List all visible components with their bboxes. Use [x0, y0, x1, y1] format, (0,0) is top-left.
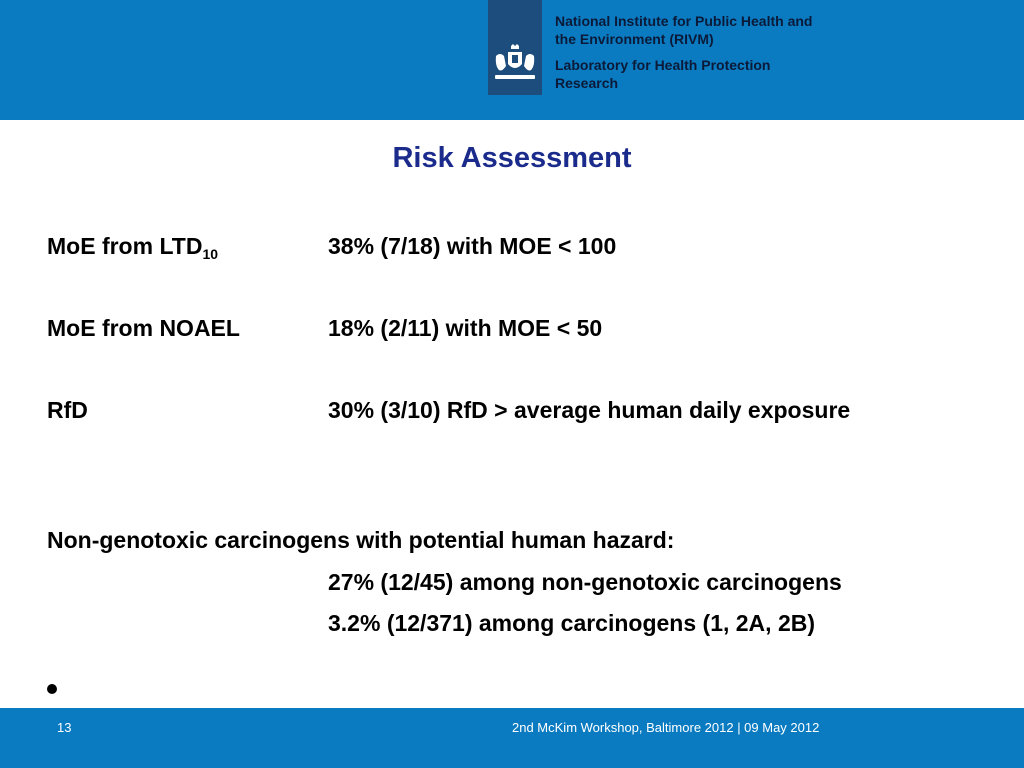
org-name-line-2: the Environment (RIVM)	[555, 31, 714, 47]
metric-value: 38% (7/18) with MOE < 100	[328, 233, 617, 259]
slide-title: Risk Assessment	[392, 142, 632, 174]
logo-bar	[488, 0, 542, 95]
metric-label: MoE from NOAEL	[47, 315, 240, 341]
coat-of-arms-icon	[491, 44, 539, 84]
metric-label: MoE from $LTD_{10}$	[47, 233, 219, 262]
metric-label-subscript: 10	[202, 246, 219, 262]
empty-bullet	[47, 684, 57, 694]
footer-band	[0, 708, 1024, 768]
non-genotoxic-heading: Non-genotoxic carcinogens with potential human hazard:	[47, 527, 675, 553]
page-number: 13	[57, 720, 72, 735]
footer-event-text: 2nd McKim Workshop, Baltimore 2012 | 09 May 2012	[512, 720, 820, 735]
organization-block	[555, 12, 885, 92]
metric-label: RfD	[47, 397, 88, 423]
lab-name-line-2: Research	[555, 75, 619, 91]
non-genotoxic-line-1: 27% (12/45) among non-genotoxic carcinogens	[328, 569, 842, 595]
metric-value: 18% (2/11) with MOE < 50	[328, 315, 603, 341]
org-name-line-1: National Institute for Public Health and	[555, 13, 813, 29]
metric-value: 30% (3/10) RfD > average human daily exposure	[328, 397, 851, 423]
lab-name-line-1: Laboratory for Health Protection	[555, 57, 771, 73]
header-band	[0, 0, 1024, 120]
non-genotoxic-line-2: 3.2% (12/371) among carcinogens (1, 2A, 2B)	[328, 610, 816, 636]
